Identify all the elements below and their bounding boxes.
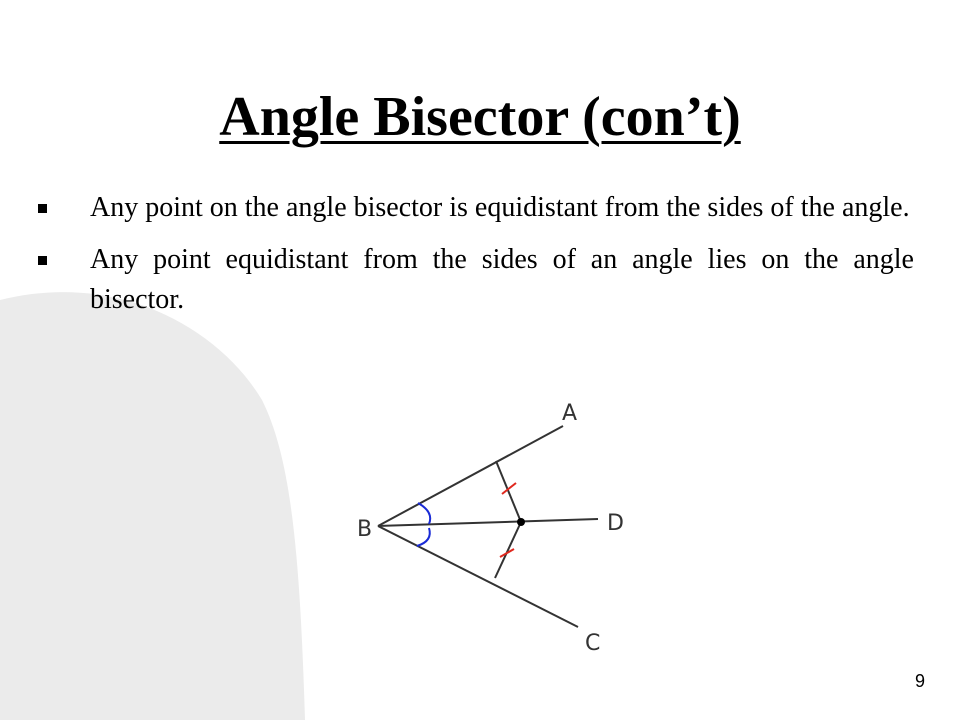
perpendicular-to-bc [495,522,521,578]
angle-arc-upper [418,503,430,524]
bullet-list [0,188,960,332]
bullet-item [0,240,914,320]
bisector-bd [378,519,598,526]
slide-title: Angle Bisector (con’t) [219,86,741,148]
bullet-square-icon [38,256,47,265]
label-d: D [607,511,624,536]
bullet-text: Any point on the angle bisector is equidistant from the sides of the angle. [90,192,910,223]
bullet-text: Any point equidistant from the sides of an angle lies on the angle bisector. [90,244,914,315]
label-a: A [562,401,578,426]
background-swoosh [0,292,305,720]
angle-bisector-diagram [340,386,660,666]
label-b: B [357,517,373,542]
bisector-point [517,518,525,526]
ray-ba [378,426,563,526]
perpendicular-to-ba [496,461,521,522]
bullet-square-icon [38,204,47,213]
ray-bc [378,526,578,627]
bullet-item [0,188,914,228]
slide-number: 9 [914,671,925,691]
angle-arc-lower [417,528,430,546]
label-c: C [585,631,601,656]
